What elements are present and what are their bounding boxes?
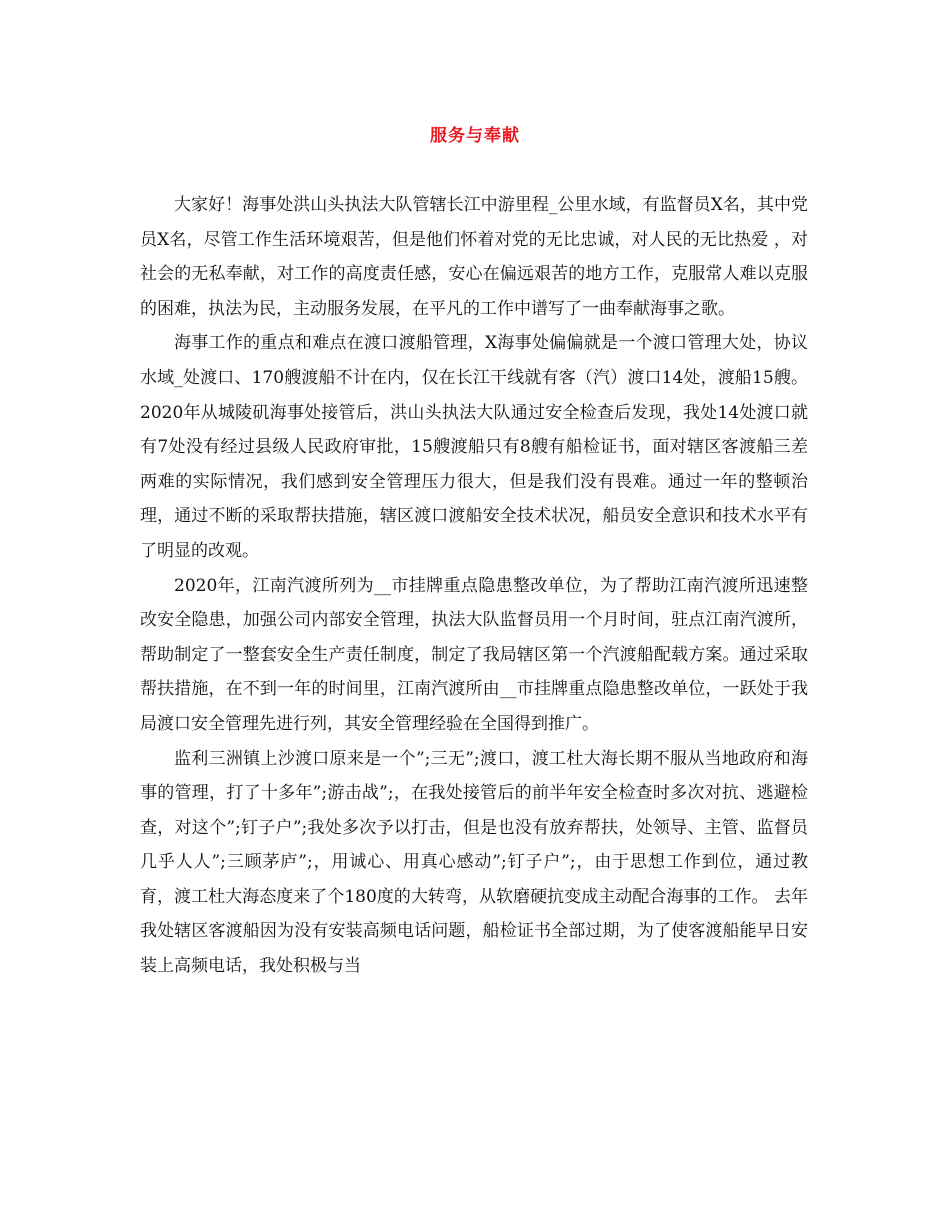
- paragraph: 大家好！海事处洪山头执法大队管辖长江中游里程_公里水域，有监督员X名，其中党员X名，尽管工作生活环境艰苦，但是他们怀着对党的无比忠诚，对人民的无比热爱 ，对社会的无私奉献，对工作的高度责任感，安心在偏远艰苦的地方工作，克服常人难以克服的困难，执法为民，主动服务发展，在平凡的工作中谱写了一曲奉献海事之歌。: [140, 195, 808, 319]
- paragraph: 海事工作的重点和难点在渡口渡船管理，X海事处偏偏就是一个渡口管理大处，协议水域_处渡口、170艘渡船不计在内，仅在长江干线就有客（汽）渡口14处，渡船15艘。2020年从城陵矶海事处接管后，洪山头执法大队通过安全检查后发现，我处14处渡口就有7处没有经过县级人民政府审批，15艘渡船只有8艘有船检证书，面对辖区客渡船三差两难的实际情况，我们感到安全管理压力很大，但是我们没有畏难。通过一年的整顿治理，通过不断的采取帮扶措施，辖区渡口渡船安全技术状况，船员安全意识和技术水平有了明显的改观。: [140, 333, 808, 561]
- document-title: 服务与奉献: [430, 126, 520, 146]
- paragraph: 2020年，江南汽渡所列为__市挂牌重点隐患整改单位，为了帮助江南汽渡所迅速整改安全隐患，加强公司内部安全管理，执法大队监督员用一个月时间，驻点江南汽渡所，帮助制定了一整套安全生产责任制度，制定了我局辖区第一个汽渡船配载方案。通过采取帮扶措施，在不到一年的时间里，江南汽渡所由__市挂牌重点隐患整改单位，一跃处于我局渡口安全管理先进行列，其安全管理经验在全国得到推广。: [140, 575, 808, 734]
- paragraph: 监利三洲镇上沙渡口原来是一个”;三无”;渡口，渡工杜大海长期不服从当地政府和海事的管理，打了十多年”;游击战”;，在我处接管后的前半年安全检查时多次对抗、逃避检查，对这个”;钉子户”;我处多次予以打击，但是也没有放弃帮扶，处领导、主管、监督员几乎人人”;三顾茅庐”;，用诚心、用真心感动”;钉子户”;，由于思想工作到位，通过教育，渡工杜大海态度来了个180度的大转弯，从软磨硬抗变成主动配合海事的工作。 去年我处辖区客渡船因为没有安装高频电话问题，船检证书全部过期，为了使客渡船能早日安装上高频电话，我处积极与当: [140, 748, 808, 977]
- document-body: [140, 188, 808, 984]
